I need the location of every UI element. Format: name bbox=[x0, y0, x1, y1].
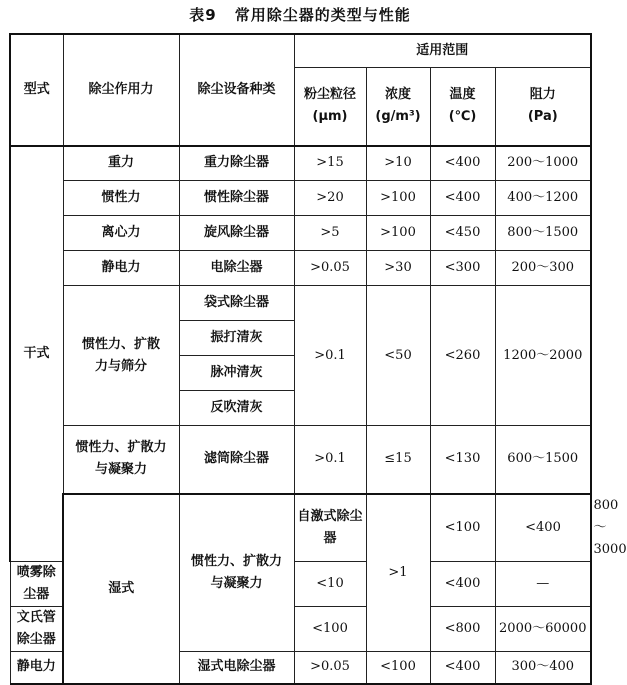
conc-cell: >100 bbox=[366, 181, 430, 216]
resist-cell: 200～1000 bbox=[495, 146, 591, 181]
force-line: 与凝聚力 bbox=[94, 462, 147, 478]
header-resist-label: 阻力 bbox=[529, 87, 556, 103]
header-conc-label: 浓度 bbox=[384, 87, 411, 103]
header-range: 适用范围 bbox=[294, 34, 591, 68]
resist-cell: — bbox=[495, 561, 591, 606]
device-cell: 自激式除尘器 bbox=[294, 494, 366, 562]
particle-cell: >1 bbox=[366, 494, 430, 652]
force-cell: 重力 bbox=[63, 146, 179, 181]
device-cell: 电除尘器 bbox=[179, 251, 294, 286]
header-particle-label: 粉尘粒径 bbox=[303, 87, 356, 103]
temp-cell: <400 bbox=[430, 181, 495, 216]
force-cell: 静电力 bbox=[10, 651, 63, 684]
particle-cell: >0.05 bbox=[294, 251, 366, 286]
force-line: 惯性力、扩散 bbox=[81, 336, 160, 352]
device-cell: 惯性除尘器 bbox=[179, 181, 294, 216]
type-dry: 干式 bbox=[10, 146, 63, 562]
header-particle bbox=[294, 68, 366, 146]
table-row bbox=[10, 251, 591, 286]
temp-cell: <300 bbox=[430, 251, 495, 286]
device-cell: 脉冲清灰 bbox=[179, 356, 294, 391]
force-cell: 静电力 bbox=[63, 251, 179, 286]
force-line: 与凝聚力 bbox=[210, 575, 263, 591]
temp-cell: <400 bbox=[430, 651, 495, 684]
header-type: 型式 bbox=[10, 34, 63, 146]
force-line: 惯性力、扩散力 bbox=[75, 440, 167, 456]
device-cell: 文氏管除尘器 bbox=[10, 606, 63, 651]
conc-cell: <100 bbox=[294, 606, 366, 651]
table-caption: 常用除尘器的类型与性能 bbox=[234, 6, 411, 24]
force-cell bbox=[63, 286, 179, 426]
force-cell: 惯性力 bbox=[63, 181, 179, 216]
temp-cell: <450 bbox=[430, 216, 495, 251]
temp-cell: <260 bbox=[430, 286, 495, 426]
device-cell: 旋风除尘器 bbox=[179, 216, 294, 251]
table-row bbox=[10, 216, 591, 251]
table-row bbox=[10, 286, 591, 321]
type-wet: 湿式 bbox=[63, 494, 179, 685]
force-line: 力与筛分 bbox=[94, 358, 147, 374]
particle-cell: >5 bbox=[294, 216, 366, 251]
device-cell: 反吹清灰 bbox=[179, 391, 294, 426]
particle-cell: >0.1 bbox=[294, 426, 366, 494]
conc-cell: >10 bbox=[366, 146, 430, 181]
header-force: 除尘作用力 bbox=[63, 34, 179, 146]
conc-cell: ≤15 bbox=[366, 426, 430, 494]
force-line: 惯性力、扩散力 bbox=[190, 553, 282, 569]
conc-cell: <10 bbox=[294, 561, 366, 606]
resist-cell: 200～300 bbox=[495, 251, 591, 286]
resist-cell: 800～1500 bbox=[495, 216, 591, 251]
conc-cell: >30 bbox=[366, 251, 430, 286]
table-row bbox=[10, 181, 591, 216]
table-row bbox=[10, 426, 591, 494]
device-cell: 滤筒除尘器 bbox=[179, 426, 294, 494]
device-cell: 喷雾除尘器 bbox=[10, 561, 63, 606]
dust-collector-table bbox=[9, 33, 627, 685]
header-device: 除尘设备种类 bbox=[179, 34, 294, 146]
header-row-1 bbox=[10, 34, 591, 68]
resist-cell: 2000～60000 bbox=[495, 606, 591, 651]
header-temp-label: 温度 bbox=[449, 87, 476, 103]
header-particle-unit: (μm) bbox=[312, 109, 348, 125]
temp-cell: <800 bbox=[430, 606, 495, 651]
device-cell: 重力除尘器 bbox=[179, 146, 294, 181]
header-conc bbox=[366, 68, 430, 146]
resist-cell: 600～1500 bbox=[495, 426, 591, 494]
table-title bbox=[0, 4, 600, 26]
resist-cell: 400～1200 bbox=[495, 181, 591, 216]
temp-cell: <130 bbox=[430, 426, 495, 494]
force-cell: 离心力 bbox=[63, 216, 179, 251]
header-temp bbox=[430, 68, 495, 146]
force-cell bbox=[63, 426, 179, 494]
temp-cell: <400 bbox=[430, 561, 495, 606]
device-cell: 袋式除尘器 bbox=[179, 286, 294, 321]
device-cell: 振打清灰 bbox=[179, 321, 294, 356]
resist-cell: 1200～2000 bbox=[495, 286, 591, 426]
header-temp-unit: (℃) bbox=[448, 109, 477, 125]
temp-cell: <400 bbox=[495, 494, 591, 562]
table-row: 湿式 惯性力、扩散力 与凝聚力 自激式除尘器 >1 <100 <400 800～3000 bbox=[10, 494, 591, 562]
conc-cell: >100 bbox=[366, 216, 430, 251]
particle-cell: >15 bbox=[294, 146, 366, 181]
table-number: 表9 bbox=[189, 6, 217, 24]
conc-cell: <50 bbox=[366, 286, 430, 426]
device-cell: 湿式电除尘器 bbox=[179, 651, 294, 684]
resist-cell: 300～400 bbox=[495, 651, 591, 684]
header-resist-unit: (Pa) bbox=[527, 109, 558, 125]
particle-cell: >0.05 bbox=[294, 651, 366, 684]
table-row bbox=[10, 146, 591, 181]
header-conc-unit: (g/m³) bbox=[375, 109, 421, 125]
conc-cell: <100 bbox=[366, 651, 430, 684]
particle-cell: >0.1 bbox=[294, 286, 366, 426]
conc-cell: <100 bbox=[430, 494, 495, 562]
temp-cell: <400 bbox=[430, 146, 495, 181]
force-cell bbox=[179, 494, 294, 652]
header-resist bbox=[495, 68, 591, 146]
particle-cell: >20 bbox=[294, 181, 366, 216]
